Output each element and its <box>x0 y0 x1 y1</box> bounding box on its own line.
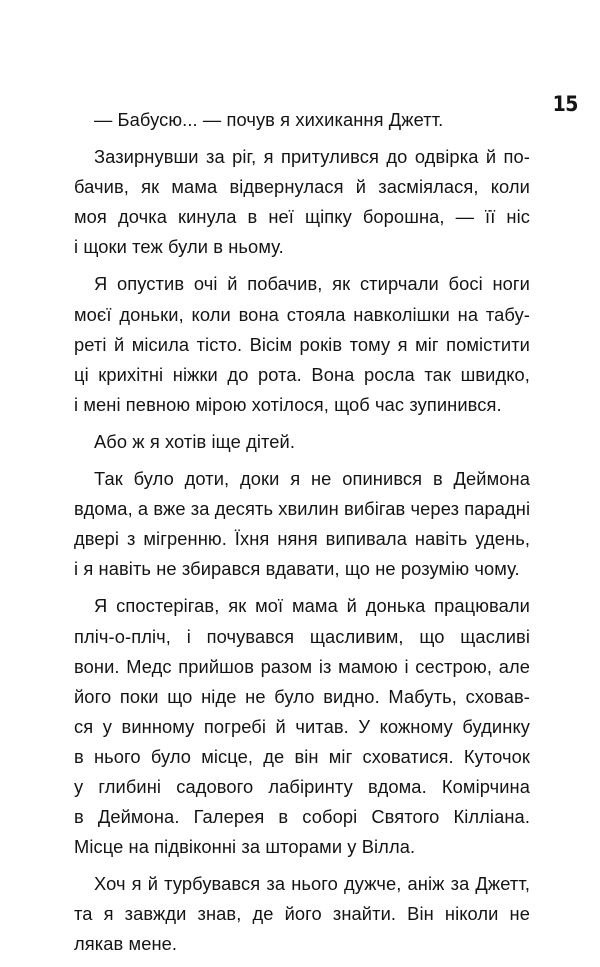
text-line: ці крихітні ніжки до рота. Вона росла так швидко, <box>74 363 530 385</box>
text-line: Зазирнувши за ріг, я притулився до одвірка й по- <box>94 146 530 168</box>
text-line: реті й місила тісто. Вісім років тому я міг помістити <box>74 333 530 355</box>
paragraph <box>74 269 530 419</box>
paragraph <box>74 464 530 584</box>
text-line: бачив, як мама відвернулася й засміялася, коли <box>74 176 530 198</box>
text-line: двері з мігренню. Їхня няня випивала навіть удень, <box>74 528 530 550</box>
text-line: Місце на підвіконні за шторами у Вілла. <box>74 836 416 858</box>
text-line: Я спостерігав, як мої мама й донька працювали <box>94 595 530 617</box>
text-line: і мені певною мірою хотілося, щоб час зупинився. <box>74 393 502 415</box>
page-number: 15 <box>552 92 578 116</box>
text-line: його поки що ніде не було видно. Мабуть, сховав- <box>74 685 530 707</box>
body-text <box>74 105 530 967</box>
text-line: вони. Медс прийшов разом із мамою і сестрою, але <box>74 655 530 677</box>
text-line: пліч-о-пліч, і почувався щасливим, що щасливі <box>74 625 530 647</box>
text-line: моєї доньки, коли вона стояла навколішки на табу- <box>74 303 530 325</box>
text-line: — Бабусю... — почув я хихикання Джетт. <box>94 109 444 130</box>
text-line: і я навіть не збирався вдавати, що не розумію чому. <box>74 558 520 580</box>
text-line: і щоки теж були в ньому. <box>74 236 284 258</box>
text-line: в нього було місце, де він міг сховатися. Куточок <box>74 745 530 767</box>
text-line: ся у винному погребі й читав. У кожному будинку <box>74 715 530 737</box>
paragraph <box>74 427 530 457</box>
text-line: моя дочка кинула в неї щіпку борошна, — її ніс <box>74 206 530 228</box>
text-line: вдома, а вже за десять хвилин вибігав через парадні <box>74 498 531 520</box>
paragraph <box>74 105 530 135</box>
paragraph <box>74 869 530 959</box>
text-line: в Деймона. Галерея в соборі Святого Кілліана. <box>74 806 530 828</box>
text-line: у глибині садового лабіринту вдома. Комірчина <box>74 775 530 797</box>
text-line: Так було доти, доки я не опинився в Деймона <box>94 468 530 490</box>
paragraph <box>74 591 530 862</box>
text-line: Хоч я й турбувався за нього дужче, аніж за Джетт, <box>94 873 530 895</box>
text-line: лякав мене. <box>74 933 178 955</box>
text-line: Або ж я хотів іще дітей. <box>94 430 296 452</box>
text-line: Я опустив очі й побачив, як стирчали босі ноги <box>94 273 530 295</box>
text-line: та я завжди знав, де його знайти. Він ніколи не <box>74 903 530 925</box>
paragraph <box>74 142 530 262</box>
